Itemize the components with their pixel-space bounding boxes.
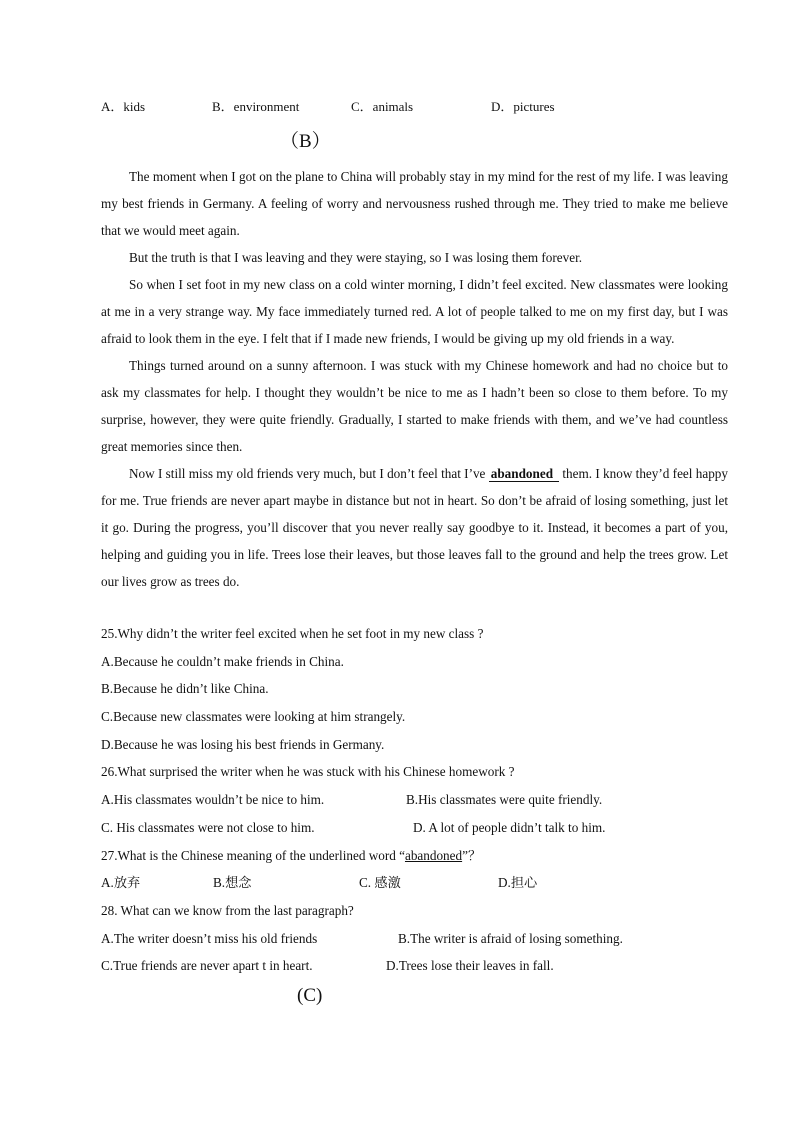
- underlined-word: abandoned: [489, 466, 559, 482]
- question-28-option-a: A.The writer doesn’t miss his old friends: [101, 930, 318, 946]
- section-heading-b: （B）: [280, 131, 331, 152]
- question-26: 26.What surprised the writer when he was stuck with his Chinese homework ?: [101, 764, 515, 780]
- question-28-options-ab: [101, 925, 728, 953]
- paragraph-5-start: Now I still miss my old friends very much, but I don’t feel that I’ve: [129, 466, 489, 481]
- questions: [101, 620, 728, 980]
- question-28-option-d: D.Trees lose their leaves in fall.: [386, 958, 554, 974]
- question-25-option-b: B.Because he didn’t like China.: [101, 681, 269, 697]
- question-27-option-d: D.担心: [498, 875, 538, 891]
- question-26-option-d: D. A lot of people didn’t talk to him.: [413, 819, 606, 835]
- question-25-option-a: A.Because he couldn’t make friends in China.: [101, 653, 344, 669]
- reading-passage: [101, 163, 728, 595]
- option-b: B．environment: [212, 99, 300, 114]
- question-27-option-b: B.想念: [213, 875, 252, 891]
- question-27-stem-end: ”？: [462, 847, 482, 863]
- question-26-option-b: B.His classmates were quite friendly.: [406, 792, 603, 808]
- question-26-options-ab: [101, 786, 728, 814]
- paragraph-5-end: them. I know they’d feel happy for me. True friends are never apart maybe in distance but not in heart. So don’t be afraid of losing something, just let it go. During the progress, you’ll discover that you never really say goodbye to it. Instead, it becomes a part of you, helping and guiding you in life. Trees lose their leaves, but those leaves fall to the ground and help the trees grow. Let our lives grow as trees do.: [101, 466, 728, 589]
- question-26-options-cd: [101, 814, 728, 842]
- option-c: C．animals: [351, 99, 414, 114]
- paragraph-5: [101, 460, 728, 595]
- question-27: [101, 842, 728, 870]
- option-d: D．pictures: [491, 99, 555, 114]
- paragraph-2: But the truth is that I was leaving and they were staying, so I was losing them forever.: [129, 250, 583, 265]
- question-28-option-c: C.True friends are never apart t in heart.: [101, 958, 313, 974]
- paragraph-1: The moment when I got on the plane to China will probably stay in my mind for the rest of my life. I was leaving my best friends in Germany. A feeling of worry and nervousness rushed through me. They tried to make me believe that we would meet again.: [101, 169, 728, 238]
- paragraph-4: Things turned around on a sunny afternoon. I was stuck with my Chinese homework and had no choice but to ask my classmates for help. I thought they wouldn’t be nice to me as I hadn’t been so close to them before. To my surprise, however, they were quite friendly. Gradually, I started to make friends with them, and we’ve had countless great memories since then.: [101, 358, 728, 454]
- question-27-options: [101, 869, 728, 897]
- option-a: A．kids: [101, 99, 146, 114]
- question-28: 28. What can we know from the last paragraph?: [101, 902, 354, 918]
- question-26-option-c: C. His classmates were not close to him.: [101, 819, 315, 835]
- question-25-option-c: C.Because new classmates were looking at him strangely.: [101, 709, 406, 725]
- question-27-underlined-word: abandoned: [404, 847, 463, 863]
- question-26-option-a: A.His classmates wouldn’t be nice to him.: [101, 792, 325, 808]
- paragraph-3: So when I set foot in my new class on a cold winter morning, I didn’t feel excited. New classmates were looking at me in a very strange way. My face immediately turned red. A lot of people talked to me on my first day, but I was afraid to look them in the eye. I felt that if I made new friends, I would be giving up my old friends in a way.: [101, 277, 728, 346]
- question-27-option-a: A.放弃: [101, 875, 141, 891]
- question-28-options-cd: [101, 952, 728, 980]
- question-28-option-b: B.The writer is afraid of losing something.: [398, 930, 623, 946]
- section-heading-c: (C): [297, 985, 323, 1006]
- question-25: 25.Why didn’t the writer feel excited when he set foot in my new class ?: [101, 626, 484, 641]
- question-27-option-c: C. 感激: [359, 875, 401, 891]
- question-27-stem-start: 27.What is the Chinese meaning of the underlined word “: [101, 847, 405, 863]
- question-25-option-d: D.Because he was losing his best friends in Germany.: [101, 736, 385, 752]
